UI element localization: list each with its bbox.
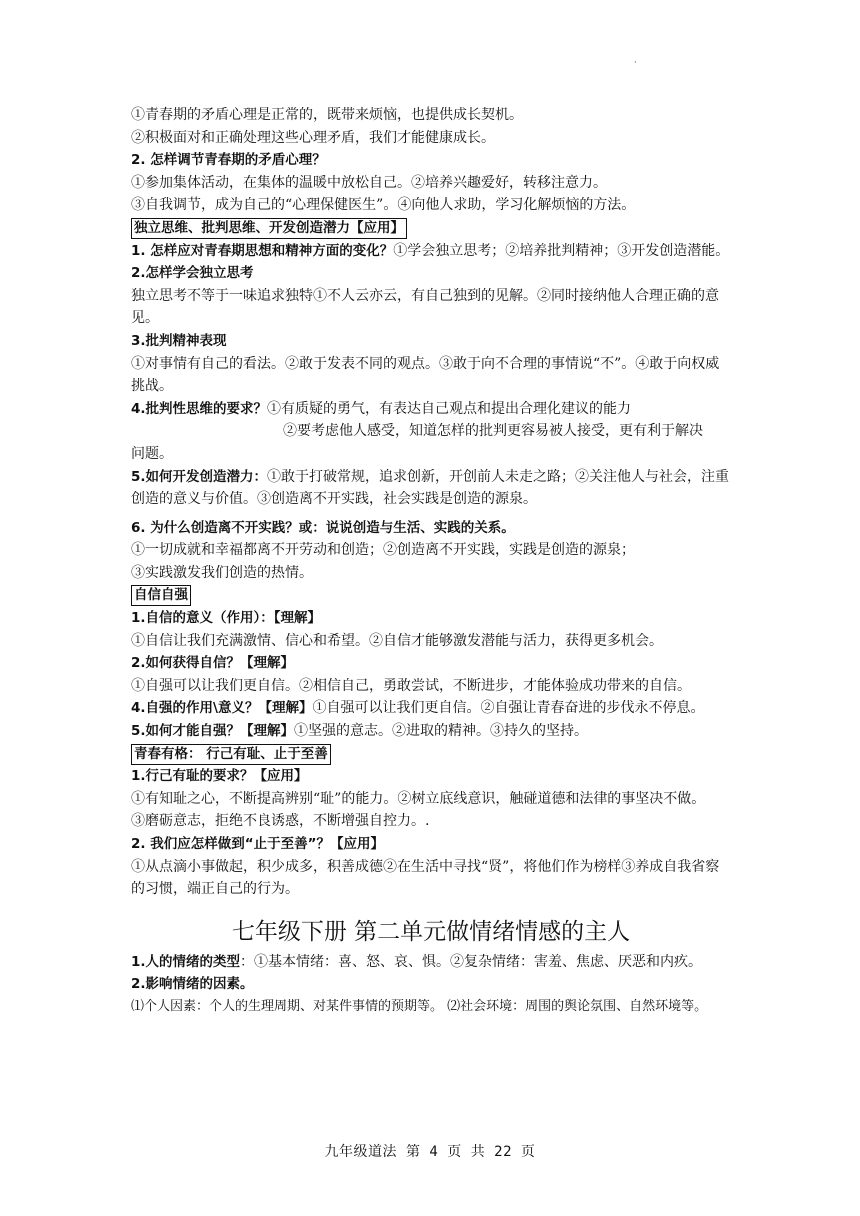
answer-text: ①自强可以让我们更自信。②自强让青春奋进的步伐永不停息。: [312, 700, 705, 717]
question-heading: 1. 怎样应对青春期思想和精神方面的变化？: [131, 242, 394, 259]
paragraph: ①参加集体活动，在集体的温暖中放松自己。②培养兴趣爱好，转移注意力。: [131, 174, 607, 191]
paragraph: ①自强可以让我们更自信。②相信自己，勇敢尝试，不断进步，才能体验成功带来的自信。: [131, 677, 691, 694]
answer-text: ：①基本情绪：喜、怒、哀、惧。②复杂情绪：害羞、焦虑、厌恶和内疚。: [240, 953, 703, 970]
question-heading: 6. 为什么创造离不开实践？或：说说创造与生活、实践的关系。: [131, 519, 515, 536]
paragraph: [131, 240, 731, 263]
question-heading: 1.行己有耻的要求？【应用】: [131, 768, 308, 785]
paragraph: ③磨砺意志，拒绝不良诱惑，不断增强自控力。.: [131, 813, 430, 830]
section-heading-boxed: 独立思维、批判思维、开发创造潜力【应用】: [131, 218, 407, 239]
question-heading: 5.如何开发创造潜力：: [131, 468, 268, 485]
paragraph: 问题。: [131, 445, 173, 462]
paragraph: ①有知耻之心，不断提高辨别“耻”的能力。②树立底线意识，触碰道德和法律的事坚决不做。: [131, 790, 706, 807]
paragraph: ⑴个人因素：个人的生理周期、对某件事情的预期等。 ⑵社会环境：周围的舆论氛围、自然环境等。: [131, 998, 708, 1014]
section-heading-boxed: 青春有格： 行己有耻、止于至善: [131, 744, 331, 765]
page-footer: 九年级道法 第 4 页 共 22 页: [324, 1144, 536, 1160]
paragraph: [131, 720, 731, 743]
question-heading: 4.自强的作用\意义？【理解】: [131, 700, 313, 717]
paragraph: [131, 951, 731, 974]
section-heading-boxed: 自信自强: [131, 585, 191, 606]
page-content: [131, 104, 731, 1019]
paragraph: 独立思考不等于一味追求独特①不人云亦云，有自己独到的见解。②同时接纳他人合理正确的意见。: [131, 287, 719, 327]
paragraph: ②积极面对和正确处理这些心理矛盾，我们才能健康成长。: [131, 129, 495, 146]
question-heading: 2.怎样学会独立思考: [131, 265, 254, 282]
question-heading: 2. 我们应怎样做到“止于至善”？【应用】: [131, 836, 384, 852]
question-heading: 1.人的情绪的类型: [131, 953, 241, 970]
question-heading: 4.批判性思维的要求？: [131, 400, 268, 417]
answer-text: ①有质疑的勇气，有表达自己观点和提出合理化建议的能力: [267, 400, 632, 417]
paragraph: ①从点滴小事做起，积少成多，积善成德②在生活中寻找“贤”，将他们作为榜样③养成自我省察的习惯，端正自己的行为。: [131, 858, 720, 898]
paragraph: [131, 466, 731, 511]
paragraph: ①一切成就和幸福都离不开劳动和创造；②创造离不开实践，实践是创造的源泉；: [131, 542, 635, 559]
answer-text: ①坚强的意志。②进取的精神。③持久的坚持。: [294, 723, 589, 740]
paragraph: ①青春期的矛盾心理是正常的，既带来烦恼，也提供成长契机。: [131, 107, 523, 123]
paragraph: ①对事情有自己的看法。②敢于发表不同的观点。③敢于向不合理的事情说“不”。④敢于向权威挑战。: [131, 355, 720, 395]
answer-text: ①敢于打破常规，追求创新，开创前人未走之路；②关注他人与社会，注重创造的意义与价值。③创造离不开实践，社会实践是创造的源泉。: [131, 468, 730, 508]
paragraph: ①自信让我们充满激情、信心和希望。②自信才能够激发潜能与活力，获得更多机会。: [131, 632, 663, 649]
question-heading: 2.影响情绪的因素。: [131, 976, 254, 993]
answer-text: ①学会独立思考；②培养批判精神；③开发创造潜能。: [393, 242, 730, 259]
paragraph: [131, 697, 731, 720]
paragraph: [131, 398, 731, 421]
question-heading: 3.批判精神表现: [131, 332, 227, 349]
question-heading: 5.如何才能自强？【理解】: [131, 723, 295, 740]
paragraph: ③实践激发我们创造的热情。: [131, 564, 313, 581]
paragraph: ②要考虑他人感受，知道怎样的批判更容易被人接受，更有利于解决: [283, 423, 703, 440]
header-mark: ·: [634, 58, 637, 68]
unit-title: 七年级下册 第二单元做情绪情感的主人: [231, 918, 631, 945]
question-heading: 2. 怎样调节青春期的矛盾心理？: [131, 152, 326, 169]
paragraph: ③自我调节，成为自己的“心理保健医生”。④向他人求助，学习化解烦恼的方法。: [131, 197, 636, 214]
question-heading: 1.自信的意义（作用）：【理解】: [131, 610, 322, 627]
question-heading: 2.如何获得自信？【理解】: [131, 655, 295, 672]
